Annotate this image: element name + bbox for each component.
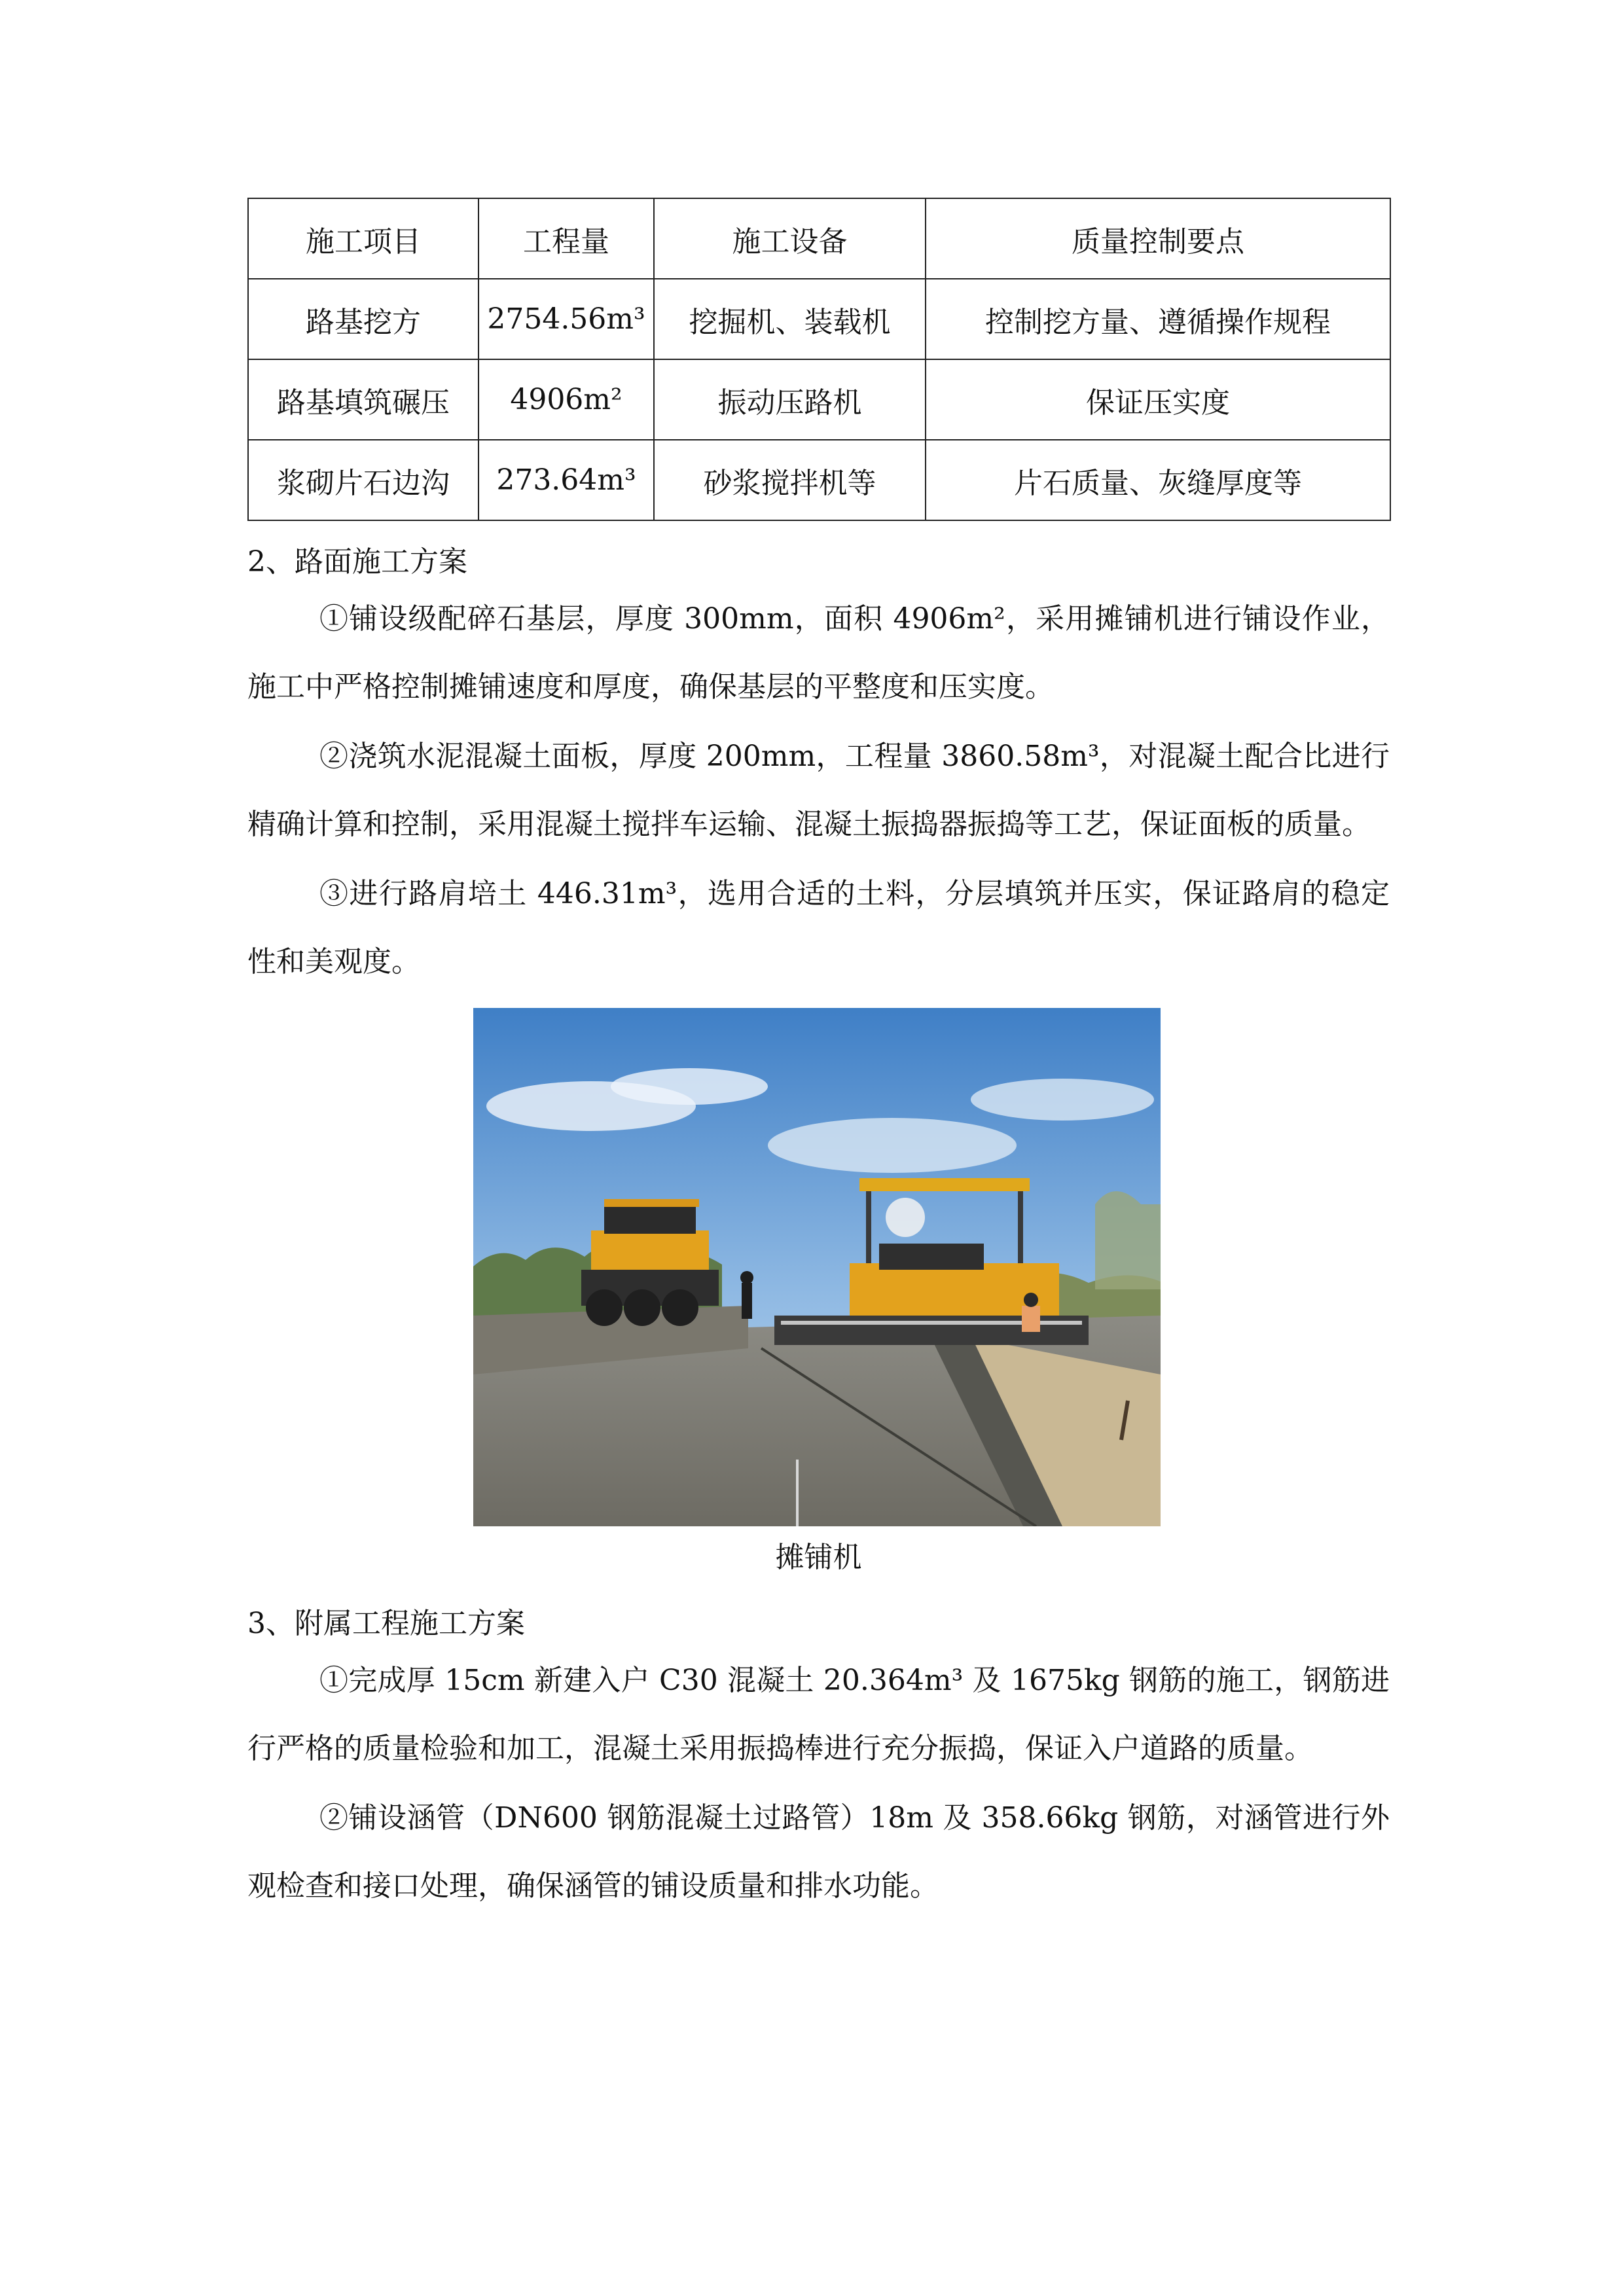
section-heading-auxiliary: 3、附属工程施工方案 (247, 1607, 525, 1640)
paragraph: ①完成厚 15cm 新建入户 C30 混凝土 20.364m³ 及 1675kg 钢筋的施工，钢筋进行严格的质量检验和加工，混凝土采用振捣棒进行充分振捣，保证入户道路的质量。 (247, 1664, 1390, 1765)
construction-table (247, 198, 1391, 521)
table-cell: 浆砌片石边沟 (248, 440, 478, 520)
table-row (248, 359, 1390, 440)
paragraph: ②浇筑水泥混凝土面板，厚度 200mm，工程量 3860.58m³，对混凝土配合比进行精确计算和控制，采用混凝土搅拌车运输、混凝土振捣器振捣等工艺，保证面板的质量。 (247, 740, 1390, 841)
paragraph: ③进行路肩培土 446.31m³，选用合适的土料，分层填筑并压实，保证路肩的稳定性和美观度。 (247, 877, 1390, 978)
paragraph: ②铺设涵管（DN600 钢筋混凝土过路管）18m 及 358.66kg 钢筋，对涵管进行外观检查和接口处理，确保涵管的铺设质量和排水功能。 (247, 1801, 1390, 1903)
table-header-cell: 工程量 (478, 198, 654, 279)
table-cell: 路基填筑碾压 (248, 359, 478, 440)
table-cell: 4906m² (478, 359, 654, 440)
table-cell: 控制挖方量、遵循操作规程 (926, 279, 1390, 359)
figure-caption: 摊铺机 (775, 1541, 862, 1574)
table-row (248, 440, 1390, 520)
table-cell: 路基挖方 (248, 279, 478, 359)
table-header-cell: 施工项目 (248, 198, 478, 279)
table-cell: 振动压路机 (654, 359, 926, 440)
table-cell: 砂浆搅拌机等 (654, 440, 926, 520)
section-heading-pavement: 2、路面施工方案 (247, 545, 467, 579)
table-header-cell: 施工设备 (654, 198, 926, 279)
paver-photo (473, 1008, 1161, 1526)
table-header-row (248, 198, 1390, 279)
table-cell: 挖掘机、装载机 (654, 279, 926, 359)
table-row (248, 279, 1390, 359)
table-cell: 2754.56m³ (478, 279, 654, 359)
table-cell: 273.64m³ (478, 440, 654, 520)
table-cell: 保证压实度 (926, 359, 1390, 440)
paragraph: ①铺设级配碎石基层，厚度 300mm，面积 4906m²，采用摊铺机进行铺设作业，施工中严格控制摊铺速度和厚度，确保基层的平整度和压实度。 (247, 602, 1390, 704)
table-cell: 片石质量、灰缝厚度等 (926, 440, 1390, 520)
page-content (247, 198, 1390, 1920)
table-header-cell: 质量控制要点 (926, 198, 1390, 279)
